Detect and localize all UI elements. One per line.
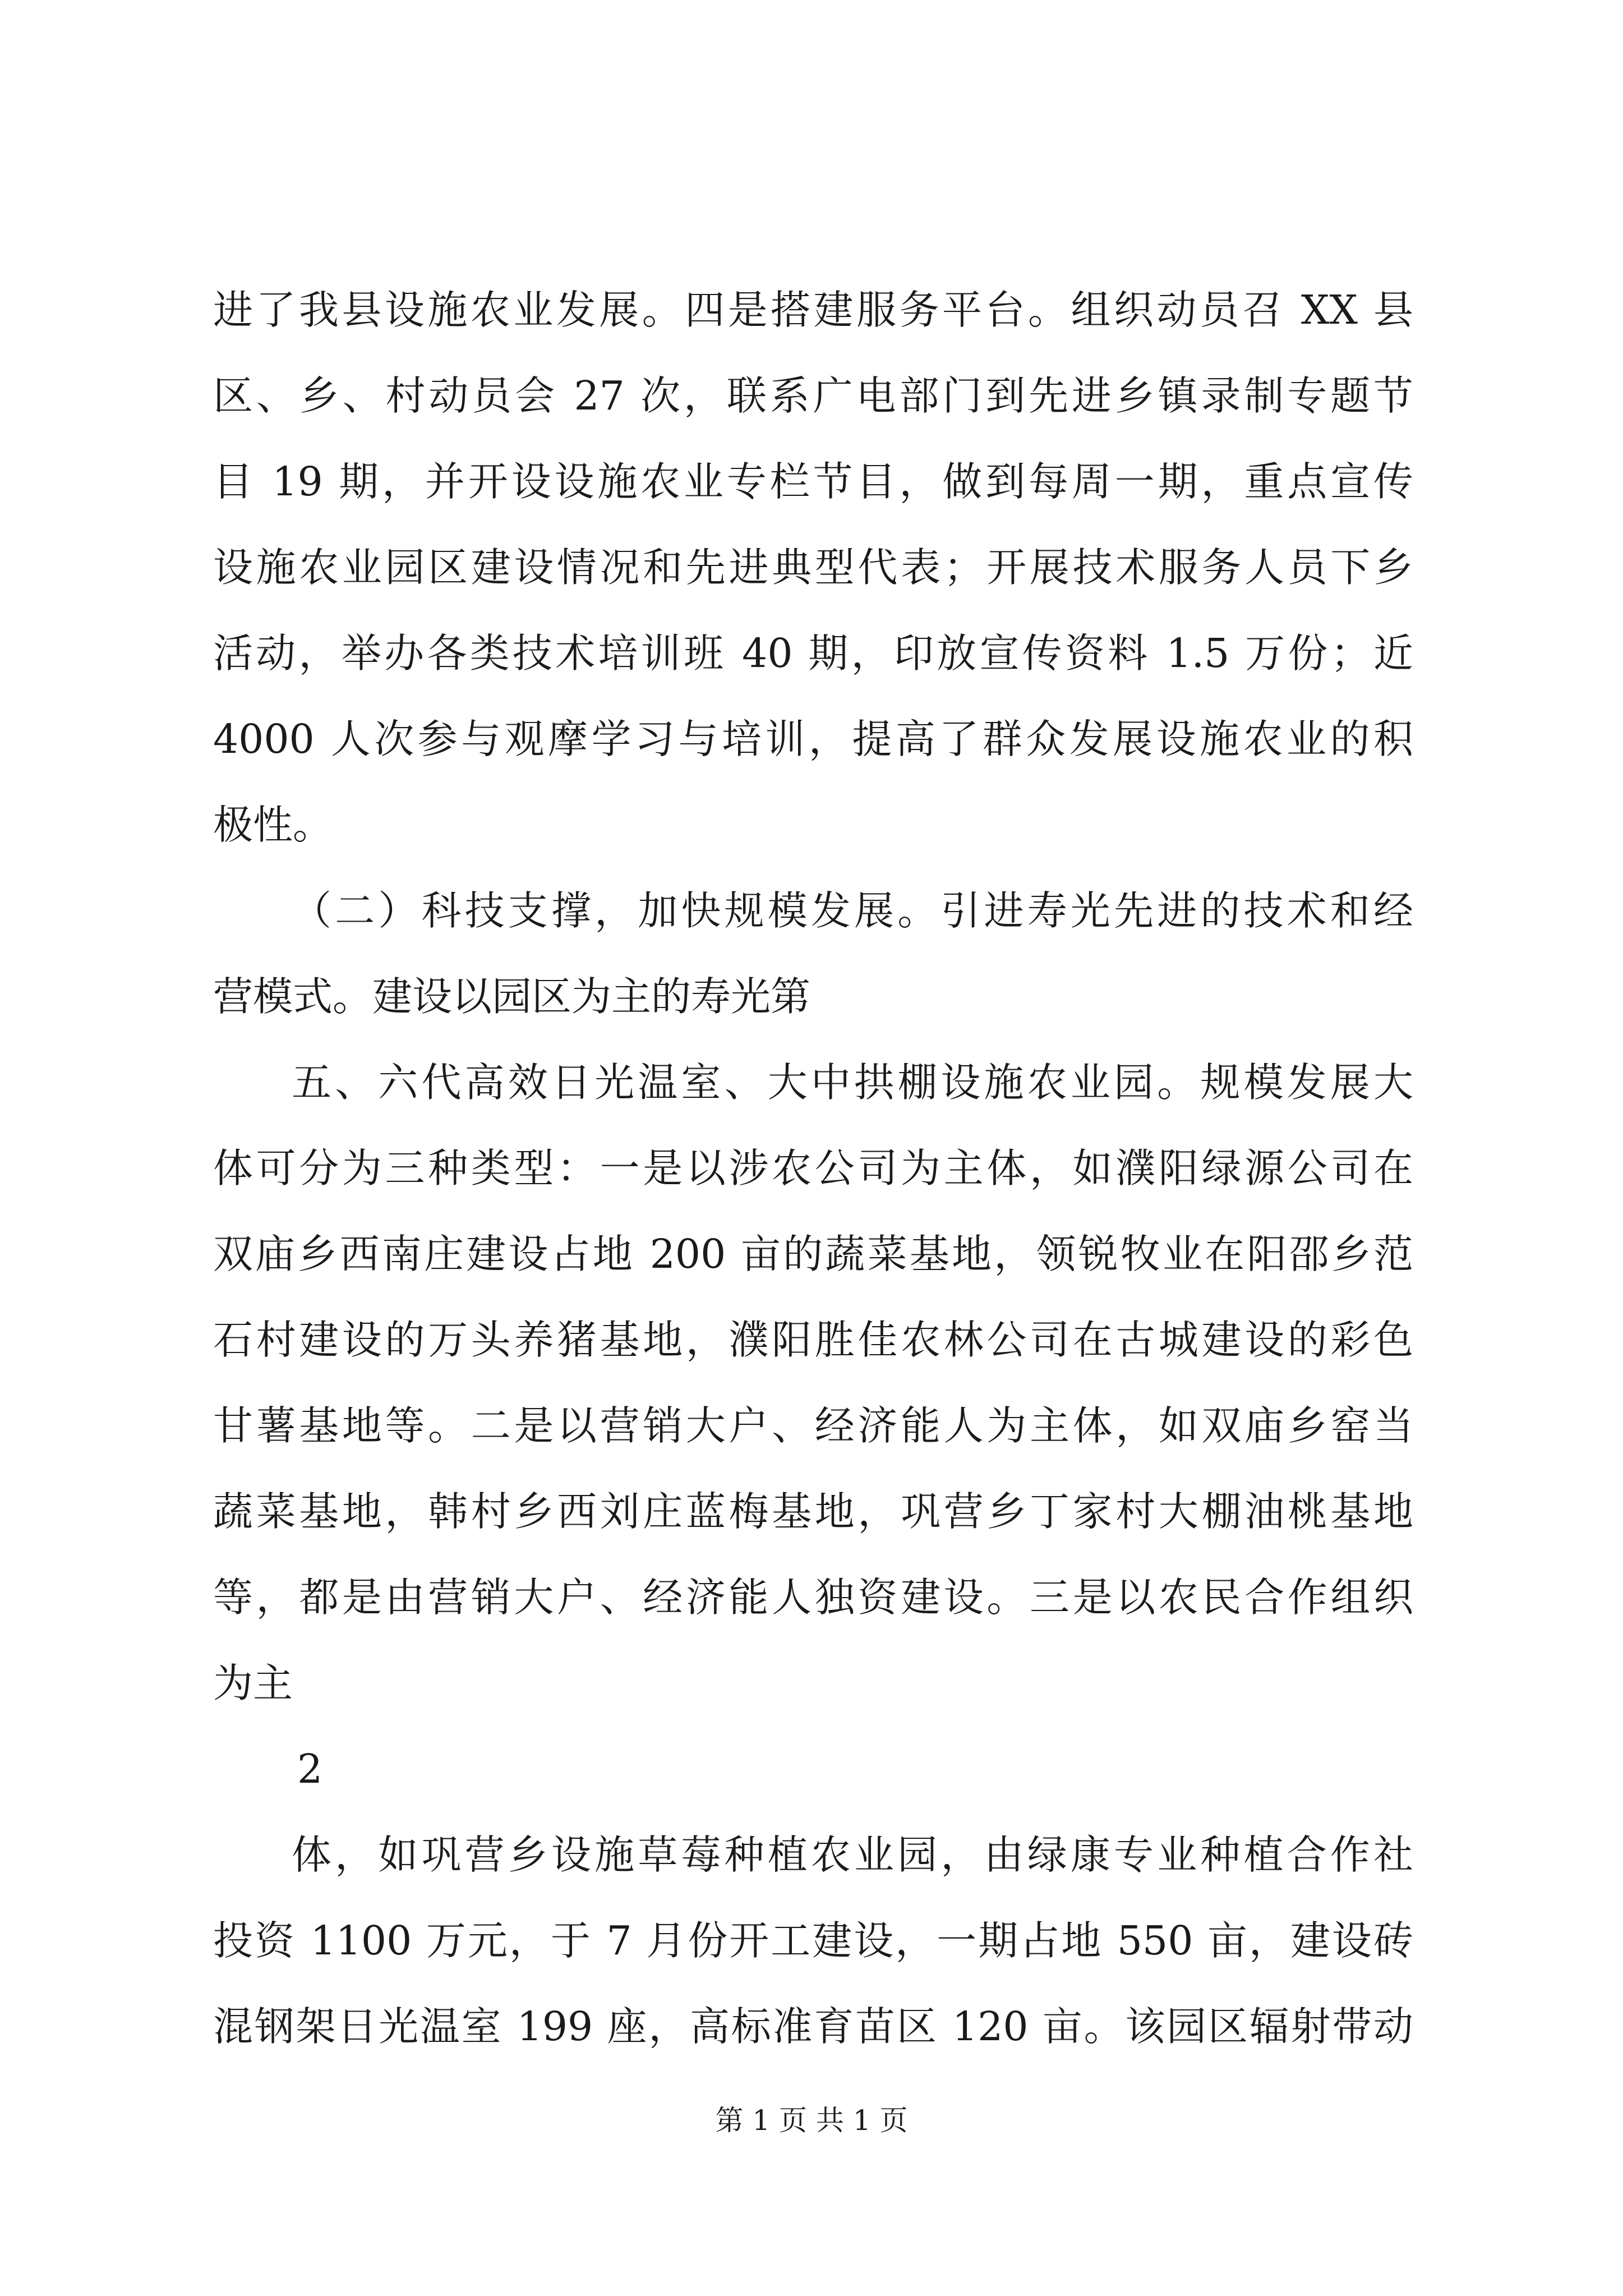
text-line: 投资 1100 万元，于 7 月份开工建设，一期占地 550 亩，建设砖 [213,1917,1413,1964]
text-line: 体，如巩营乡设施草莓种植农业园，由绿康专业种植合作社 [292,1832,1413,1878]
body-text [213,267,1413,2069]
text-line: 活动，举办各类技术培训班 40 期，印放宣传资料 1.5 万份；近 [213,630,1413,677]
inline-page-number: 2 [297,1746,323,1792]
text-line: 蔬菜基地，韩村乡西刘庄蓝梅基地，巩营乡丁家村大棚油桃基地 [213,1488,1413,1535]
text-line: 4000 人次参与观摩学习与培训，提高了群众发展设施农业的积 [213,716,1413,762]
text-line: 为主 [213,1660,293,1706]
section-heading-line: （二）科技支撑，加快规模发展。引进寿光先进的技术和经 [292,887,1413,934]
text-line: 等，都是由营销大户、经济能人独资建设。三是以农民合作组织 [213,1574,1413,1621]
text-line: 进了我县设施农业发展。四是搭建服务平台。组织动员召 XX 县 [213,287,1413,333]
text-line: 极性。 [213,802,333,848]
text-line: 混钢架日光温室 199 座，高标准育苗区 120 亩。该园区辐射带动 [213,2003,1413,2050]
page-footer: 第 1 页 共 1 页 [715,2104,908,2137]
text-line: 五、六代高效日光温室、大中拱棚设施农业园。规模发展大 [292,1059,1413,1106]
text-line: 目 19 期，并开设设施农业专栏节目，做到每周一期，重点宣传 [213,458,1413,505]
text-line: 设施农业园区建设情况和先进典型代表；开展技术服务人员下乡 [213,544,1413,591]
text-line: 体可分为三种类型：一是以涉农公司为主体，如濮阳绿源公司在 [213,1145,1413,1191]
text-line: 甘薯基地等。二是以营销大户、经济能人为主体，如双庙乡窑当 [213,1402,1413,1449]
text-line: 石村建设的万头养猪基地，濮阳胜佳农林公司在古城建设的彩色 [213,1317,1413,1363]
text-line: 双庙乡西南庄建设占地 200 亩的蔬菜基地，领锐牧业在阳邵乡范 [213,1231,1413,1277]
text-line: 区、乡、村动员会 27 次，联系广电部门到先进乡镇录制专题节 [213,372,1413,419]
text-line: 营模式。建设以园区为主的寿光第 [213,973,811,1020]
